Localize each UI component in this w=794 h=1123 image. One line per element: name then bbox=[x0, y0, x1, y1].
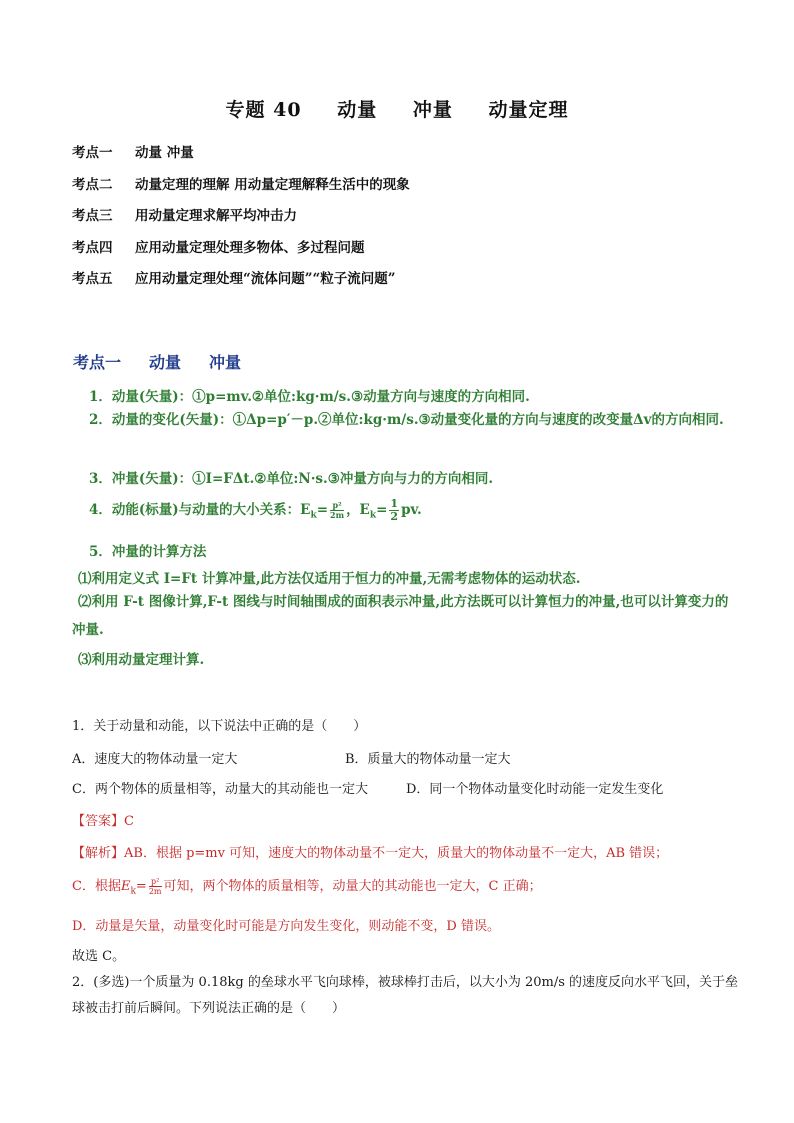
method-1: ⑴利用定义式 I=Ft 计算冲量,此方法仅适用于恒力的冲量,无需考虑物体的运动状态. bbox=[78, 571, 581, 587]
table-of-contents bbox=[72, 142, 410, 300]
option-b: B．质量大的物体动量一定大 bbox=[345, 752, 511, 767]
answer-line: 【答案】C bbox=[72, 814, 134, 829]
toc-item: 考点五 应用动量定理处理“流体问题”“粒子流问题” bbox=[72, 271, 396, 287]
point-momentum: 1．动量(矢量)：①p=mv.②单位:kg·m/s.③动量方向与速度的方向相同. bbox=[89, 389, 530, 405]
point-kinetic-energy: 4．动能(标量)与动量的大小关系：$E_k=$ $\frac{\text{p²}}{2m}$ ，$E_k=$ $\frac{1}{2}$ pv. bbox=[89, 497, 422, 523]
question-1-stem: 1．关于动量和动能，以下说法中正确的是（ ） bbox=[72, 719, 367, 734]
toc-item: 考点四 应用动量定理处理多物体、多过程问题 bbox=[72, 239, 365, 256]
explanation-1: 【解析】AB．根据 p=mv 可知，速度大的物体动量不一定大，质量大的物体动量不一定大，AB 错误； bbox=[72, 846, 669, 861]
explanation-3: D．动量是矢量，动量变化时可能是方向发生变化，则动能不变，D 错误。 bbox=[72, 919, 500, 934]
toc-item: 考点三 用动量定理求解平均冲击力 bbox=[72, 208, 297, 224]
page-title bbox=[0, 95, 794, 122]
title-part-2: 冲量 bbox=[412, 99, 453, 121]
toc-item: 考点二 动量定理的理解 用动量定理解释生活中的现象 bbox=[72, 176, 410, 193]
title-part-3: 动量定理 bbox=[488, 99, 569, 121]
method-2: ⑵利用 F-t 图像计算,F-t 图线与时间轴围成的面积表示冲量,此方法既可以计算恒力的冲量,也可以计算变力的冲量. bbox=[72, 594, 729, 638]
option-d: D．同一个物体动量变化时动能一定发生变化 bbox=[406, 782, 664, 797]
title-part-1: 动量 bbox=[337, 99, 378, 121]
explanation-2: C．根据$E_k=$ $\frac{\text{p²}}{2m}$ 可知，两个物体的质量相等，动量大的其动能也一定大，C 正确； bbox=[72, 877, 542, 897]
option-a: A．速度大的物体动量一定大 bbox=[72, 752, 238, 767]
point-momentum-change: 2．动量的变化(矢量)：①Δp=p′－p.②单位:kg·m/s.③动量变化量的方向与速度的改变量Δv的方向相同. bbox=[89, 412, 724, 428]
toc-item: 考点一 动量 冲量 bbox=[72, 145, 194, 161]
title-number: 专题 40 bbox=[225, 99, 302, 121]
point-impulse: 3．冲量(矢量)：①I=FΔt.②单位:N·s.③冲量方向与力的方向相同. bbox=[89, 471, 494, 487]
question-2-stem: 2．(多选)一个质量为 0.18kg 的垒球水平飞向球棒，被球棒打击后，以大小为 20m/s 的速度反向水平飞回，关于垒球被击打前后瞬间。下列说法正确的是（ ） bbox=[72, 975, 739, 1016]
section-heading: 考点一 动量 冲量 bbox=[73, 353, 242, 372]
point-impulse-methods: 5．冲量的计算方法 bbox=[89, 544, 207, 560]
option-c: C．两个物体的质量相等，动量大的其动能也一定大 bbox=[72, 782, 368, 797]
method-3: ⑶利用动量定理计算. bbox=[78, 652, 205, 668]
choice-conclusion: 故选 C。 bbox=[72, 949, 126, 964]
